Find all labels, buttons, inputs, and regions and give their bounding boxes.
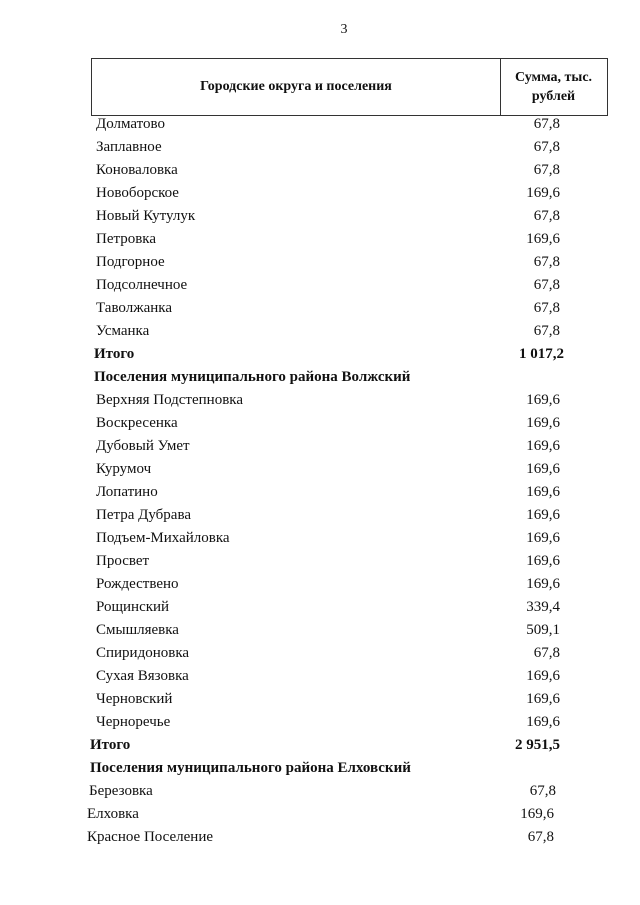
total-amount: 2 951,5 [515, 737, 560, 753]
table-row [0, 688, 640, 711]
amount-value: 169,6 [520, 806, 554, 822]
settlement-name: Смышляевка [96, 622, 179, 638]
table-row [0, 274, 640, 297]
settlement-name: Березовка [89, 783, 153, 799]
section-title: Поселения муниципального района Волжский [94, 369, 411, 385]
settlement-name: Петровка [96, 231, 157, 247]
table-body [0, 113, 640, 849]
table-row [0, 389, 640, 412]
settlement-name: Подъем-Михайловка [96, 530, 230, 546]
settlement-name: Заплавное [96, 139, 162, 155]
section-heading-row [0, 757, 640, 780]
table-row [0, 435, 640, 458]
settlement-name: Коноваловка [96, 162, 178, 178]
table-row [0, 550, 640, 573]
column-header-settlements: Городские округа и поселения [200, 79, 392, 94]
settlement-name: Лопатино [96, 484, 158, 500]
settlement-name: Воскресенка [96, 415, 178, 431]
table-row [0, 205, 640, 228]
amount-value: 169,6 [526, 714, 560, 730]
table-row [0, 297, 640, 320]
table-row [0, 780, 640, 803]
total-row [0, 343, 640, 366]
table-row [0, 826, 640, 849]
amount-value: 169,6 [526, 507, 560, 523]
amount-value: 169,6 [526, 231, 560, 247]
section-title: Поселения муниципального района Елховский [90, 760, 411, 776]
table-row [0, 619, 640, 642]
settlement-name: Рождествено [96, 576, 179, 592]
amount-value: 67,8 [533, 300, 560, 316]
settlement-name: Таволжанка [96, 300, 172, 316]
amount-value: 67,8 [533, 254, 560, 270]
settlement-name: Подсолнечное [96, 277, 188, 293]
settlement-name: Новый Кутулук [96, 208, 196, 224]
settlement-name: Итого [90, 737, 131, 753]
amount-value: 169,6 [526, 668, 560, 684]
settlement-name: Красное Поселение [87, 829, 213, 845]
settlement-name: Черновский [96, 691, 173, 707]
settlement-name: Дубовый Умет [96, 438, 190, 454]
settlement-name: Итого [94, 346, 135, 362]
settlement-name: Подгорное [96, 254, 165, 270]
settlement-name: Елховка [87, 806, 139, 822]
table-row [0, 412, 640, 435]
table-row [0, 665, 640, 688]
settlement-name: Новоборское [96, 185, 179, 201]
amount-value: 67,8 [529, 783, 556, 799]
table-row [0, 159, 640, 182]
table-row [0, 182, 640, 205]
amount-value: 169,6 [526, 461, 560, 477]
amount-value: 67,8 [533, 116, 560, 132]
table-row [0, 228, 640, 251]
settlement-name: Курумоч [96, 461, 152, 477]
table-row [0, 642, 640, 665]
amount-value: 339,4 [526, 599, 560, 615]
amount-value: 169,6 [526, 185, 560, 201]
total-row [0, 734, 640, 757]
amount-value: 67,8 [533, 277, 560, 293]
amount-value: 169,6 [526, 530, 560, 546]
amount-value: 67,8 [533, 645, 560, 661]
table-row [0, 320, 640, 343]
table-header [91, 58, 608, 116]
table-row [0, 596, 640, 619]
settlement-name: Усманка [96, 323, 150, 339]
table-row [0, 504, 640, 527]
settlement-name: Рощинский [96, 599, 170, 615]
table-row [0, 803, 640, 826]
table-row [0, 573, 640, 596]
table-row [0, 251, 640, 274]
amount-value: 169,6 [526, 553, 560, 569]
table-row [0, 458, 640, 481]
amount-value: 67,8 [527, 829, 554, 845]
section-heading-row [0, 366, 640, 389]
amount-value: 169,6 [526, 392, 560, 408]
amount-value: 169,6 [526, 691, 560, 707]
amount-value: 67,8 [533, 162, 560, 178]
settlement-name: Петра Дубрава [96, 507, 192, 523]
table-row [0, 136, 640, 159]
amount-value: 67,8 [533, 139, 560, 155]
settlement-name: Черноречье [96, 714, 171, 730]
total-amount: 1 017,2 [519, 346, 564, 362]
amount-value: 169,6 [526, 576, 560, 592]
settlement-name: Просвет [96, 553, 150, 569]
table-row [0, 527, 640, 550]
amount-value: 509,1 [526, 622, 560, 638]
table-row [0, 711, 640, 734]
settlement-name: Долматово [96, 116, 166, 132]
amount-value: 67,8 [533, 208, 560, 224]
amount-value: 169,6 [526, 438, 560, 454]
column-header-amount: Сумма, тыс. рублей [514, 70, 593, 104]
page-number: 3 [340, 22, 348, 37]
settlement-name: Верхняя Подстепновка [96, 392, 243, 408]
table-row [0, 481, 640, 504]
amount-value: 67,8 [533, 323, 560, 339]
amount-value: 169,6 [526, 415, 560, 431]
table-row [0, 113, 640, 136]
amount-value: 169,6 [526, 484, 560, 500]
settlement-name: Сухая Вязовка [96, 668, 189, 684]
settlement-name: Спиридоновка [96, 645, 190, 661]
